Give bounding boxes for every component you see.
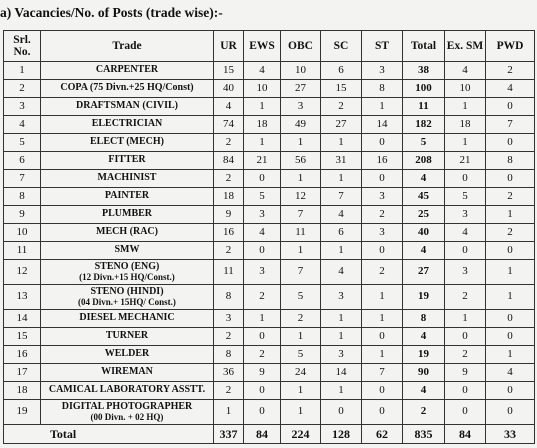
cell-trade [41,260,214,285]
trade-name: WELDER [104,348,150,360]
cell-ews: 21 [244,152,281,170]
total-label: Total [4,425,214,444]
total-obc: 224 [281,425,321,444]
cell-sc: 6 [321,224,362,242]
total-total: 835 [403,425,445,444]
cell-total: 38 [403,62,445,80]
cell-trade [41,242,214,260]
col-header-trade: Trade [41,31,214,62]
cell-total: 45 [403,188,445,206]
cell-pwd: 1 [486,346,535,364]
cell-total: 4 [403,382,445,400]
cell-obc: 5 [281,346,321,364]
total-ur: 337 [214,425,244,444]
cell-trade [41,346,214,364]
cell-ur: 3 [214,310,244,328]
cell-ews: 9 [244,364,281,382]
cell-st: 0 [362,400,403,425]
cell-pwd: 8 [486,152,535,170]
cell-sc: 1 [321,310,362,328]
cell-ews: 0 [244,400,281,425]
table-row [4,170,535,188]
trade-name: SMW [114,244,140,256]
cell-ews: 18 [244,116,281,134]
cell-exsm: 2 [445,346,486,364]
cell-ews: 1 [244,98,281,116]
cell-sc: 1 [321,328,362,346]
cell-exsm: 0 [445,400,486,425]
cell-st: 0 [362,170,403,188]
cell-ur: 2 [214,328,244,346]
cell-srl-no: 1 [4,62,41,80]
cell-ews: 2 [244,285,281,310]
cell-obc: 1 [281,382,321,400]
cell-pwd: 0 [486,382,535,400]
cell-obc: 1 [281,134,321,152]
cell-total: 100 [403,80,445,98]
cell-st: 3 [362,62,403,80]
cell-srl-no: 6 [4,152,41,170]
cell-ews: 4 [244,62,281,80]
cell-ur: 2 [214,134,244,152]
cell-ews: 5 [244,188,281,206]
cell-trade [41,134,214,152]
trade-subnote: (04 Divn.+ 15HQ/ Const.) [78,296,176,307]
total-sc: 128 [321,425,362,444]
cell-srl-no: 13 [4,285,41,310]
cell-sc: 1 [321,382,362,400]
trade-name: COPA (75 Divn.+25 HQ/Const) [60,82,194,94]
cell-ews: 0 [244,170,281,188]
cell-exsm: 4 [445,62,486,80]
cell-total: 25 [403,206,445,224]
trade-name: ELECT (MECH) [90,136,164,148]
cell-srl-no: 18 [4,382,41,400]
col-header-ews: EWS [244,31,281,62]
cell-trade [41,80,214,98]
trade-name: DIESEL MECHANIC [79,312,175,324]
cell-st: 16 [362,152,403,170]
cell-ews: 0 [244,242,281,260]
cell-ur: 84 [214,152,244,170]
trade-name: MECH (RAC) [96,226,158,238]
cell-ur: 11 [214,260,244,285]
cell-pwd: 0 [486,134,535,152]
cell-trade [41,62,214,80]
cell-exsm: 0 [445,382,486,400]
cell-ews: 2 [244,346,281,364]
cell-st: 14 [362,116,403,134]
cell-total: 182 [403,116,445,134]
cell-total: 4 [403,328,445,346]
table-row [4,152,535,170]
total-pwd: 33 [486,425,535,444]
cell-obc: 24 [281,364,321,382]
cell-srl-no: 12 [4,260,41,285]
cell-obc: 1 [281,400,321,425]
cell-st: 0 [362,242,403,260]
cell-ur: 1 [214,400,244,425]
col-header-sc: SC [321,31,362,62]
cell-srl-no: 17 [4,364,41,382]
cell-trade [41,98,214,116]
cell-st: 1 [362,285,403,310]
cell-pwd: 7 [486,116,535,134]
cell-obc: 2 [281,310,321,328]
trade-subnote: (00 Divn. + 02 HQ) [90,411,164,422]
cell-obc: 56 [281,152,321,170]
cell-ur: 16 [214,224,244,242]
total-row [4,425,535,444]
cell-pwd: 4 [486,80,535,98]
cell-sc: 14 [321,364,362,382]
cell-ur: 8 [214,346,244,364]
cell-srl-no: 8 [4,188,41,206]
trade-subnote: (12 Divn.+15 HQ/Const.) [79,271,175,282]
cell-sc: 7 [321,188,362,206]
cell-exsm: 3 [445,206,486,224]
cell-trade [41,116,214,134]
cell-sc: 3 [321,346,362,364]
cell-sc: 31 [321,152,362,170]
table-row [4,80,535,98]
table-row [4,364,535,382]
trade-name: DIGITAL PHOTOGRAPHER [61,401,193,413]
trade-name: TURNER [105,330,149,342]
cell-trade [41,400,214,425]
trade-name: MACHINIST [97,172,157,184]
cell-trade [41,364,214,382]
table-row [4,242,535,260]
cell-total: 90 [403,364,445,382]
cell-total: 11 [403,98,445,116]
trade-name: FITTER [108,154,146,166]
cell-exsm: 2 [445,285,486,310]
total-ews: 84 [244,425,281,444]
cell-exsm: 9 [445,364,486,382]
trade-name: PAINTER [104,190,150,202]
cell-obc: 1 [281,328,321,346]
cell-ur: 15 [214,62,244,80]
col-header-st: ST [362,31,403,62]
cell-total: 27 [403,260,445,285]
table-row [4,346,535,364]
cell-exsm: 5 [445,188,486,206]
trade-name: PLUMBER [102,208,152,220]
cell-exsm: 0 [445,242,486,260]
cell-ews: 0 [244,382,281,400]
cell-ur: 9 [214,206,244,224]
cell-ur: 74 [214,116,244,134]
cell-total: 2 [403,400,445,425]
col-header-total: Total [403,31,445,62]
cell-sc: 1 [321,134,362,152]
cell-total: 5 [403,134,445,152]
trade-name: STENO (ENG) [94,261,160,273]
cell-st: 0 [362,134,403,152]
cell-ur: 2 [214,382,244,400]
cell-pwd: 2 [486,224,535,242]
cell-trade [41,382,214,400]
col-header-ur: UR [214,31,244,62]
table-row [4,224,535,242]
cell-srl-no: 7 [4,170,41,188]
cell-exsm: 10 [445,80,486,98]
cell-st: 2 [362,206,403,224]
cell-st: 3 [362,224,403,242]
cell-total: 4 [403,242,445,260]
cell-exsm: 1 [445,98,486,116]
cell-trade [41,310,214,328]
cell-exsm: 1 [445,134,486,152]
cell-exsm: 0 [445,170,486,188]
cell-trade [41,285,214,310]
cell-ur: 2 [214,242,244,260]
cell-total: 40 [403,224,445,242]
cell-exsm: 18 [445,116,486,134]
total-st: 62 [362,425,403,444]
col-header-pwd: PWD [486,31,535,62]
cell-st: 7 [362,364,403,382]
cell-trade [41,328,214,346]
cell-obc: 3 [281,98,321,116]
cell-srl-no: 14 [4,310,41,328]
cell-exsm: 0 [445,328,486,346]
cell-pwd: 0 [486,98,535,116]
col-header-obc: OBC [281,31,321,62]
cell-ur: 18 [214,188,244,206]
cell-sc: 4 [321,260,362,285]
table-row [4,310,535,328]
cell-trade [41,224,214,242]
cell-ews: 0 [244,328,281,346]
cell-exsm: 1 [445,310,486,328]
cell-exsm: 21 [445,152,486,170]
cell-st: 1 [362,346,403,364]
trade-name: CARPENTER [95,64,159,76]
trade-name: STENO (HINDI) [90,286,164,298]
cell-obc: 10 [281,62,321,80]
cell-trade [41,170,214,188]
cell-ur: 40 [214,80,244,98]
cell-pwd: 0 [486,310,535,328]
cell-ews: 3 [244,206,281,224]
trade-name: DRAFTSMAN (CIVIL) [76,100,178,112]
cell-ews: 3 [244,260,281,285]
cell-total: 4 [403,170,445,188]
cell-sc: 1 [321,242,362,260]
cell-st: 8 [362,80,403,98]
cell-ur: 8 [214,285,244,310]
cell-pwd: 1 [486,206,535,224]
cell-ews: 1 [244,134,281,152]
cell-obc: 1 [281,170,321,188]
cell-sc: 1 [321,170,362,188]
cell-st: 0 [362,328,403,346]
cell-sc: 27 [321,116,362,134]
cell-srl-no: 9 [4,206,41,224]
cell-ur: 4 [214,98,244,116]
cell-srl-no: 16 [4,346,41,364]
trade-name: ELECTRICIAN [91,118,163,130]
total-exsm: 84 [445,425,486,444]
table-row [4,382,535,400]
cell-total: 19 [403,285,445,310]
vacancy-table [3,30,535,444]
cell-srl-no: 3 [4,98,41,116]
cell-pwd: 1 [486,285,535,310]
cell-pwd: 2 [486,188,535,206]
cell-pwd: 0 [486,170,535,188]
cell-sc: 4 [321,206,362,224]
cell-sc: 15 [321,80,362,98]
cell-obc: 1 [281,242,321,260]
cell-obc: 12 [281,188,321,206]
cell-st: 3 [362,188,403,206]
cell-st: 1 [362,98,403,116]
cell-trade [41,152,214,170]
cell-srl-no: 2 [4,80,41,98]
table-row [4,328,535,346]
cell-obc: 11 [281,224,321,242]
cell-sc: 2 [321,98,362,116]
cell-srl-no: 5 [4,134,41,152]
cell-ews: 4 [244,224,281,242]
cell-ur: 36 [214,364,244,382]
cell-st: 2 [362,260,403,285]
cell-ews: 1 [244,310,281,328]
cell-obc: 27 [281,80,321,98]
cell-ur: 2 [214,170,244,188]
cell-sc: 0 [321,400,362,425]
table-row [4,188,535,206]
cell-pwd: 0 [486,400,535,425]
cell-st: 1 [362,310,403,328]
table-row [4,116,535,134]
header-row [4,31,535,62]
cell-srl-no: 11 [4,242,41,260]
table-row [4,260,535,285]
cell-pwd: 0 [486,242,535,260]
cell-trade [41,188,214,206]
cell-pwd: 4 [486,364,535,382]
table-row [4,400,535,425]
cell-obc: 7 [281,206,321,224]
trade-name: CAMICAL LABORATORY ASSTT. [48,384,206,396]
col-header-srl: Srl. No. [4,31,41,62]
cell-srl-no: 10 [4,224,41,242]
cell-total: 8 [403,310,445,328]
table-row [4,134,535,152]
cell-total: 208 [403,152,445,170]
col-header-exsm: Ex. SM [445,31,486,62]
cell-st: 0 [362,382,403,400]
cell-obc: 49 [281,116,321,134]
cell-obc: 7 [281,260,321,285]
table-row [4,206,535,224]
table-row [4,98,535,116]
cell-sc: 3 [321,285,362,310]
cell-ews: 10 [244,80,281,98]
cell-exsm: 3 [445,260,486,285]
cell-srl-no: 4 [4,116,41,134]
cell-pwd: 0 [486,328,535,346]
trade-name: WIREMAN [101,366,153,378]
table-row [4,285,535,310]
cell-srl-no: 19 [4,400,41,425]
cell-pwd: 1 [486,260,535,285]
cell-obc: 5 [281,285,321,310]
cell-exsm: 4 [445,224,486,242]
section-heading: a) Vacancies/No. of Posts (trade wise):- [0,5,223,20]
cell-sc: 6 [321,62,362,80]
cell-srl-no: 15 [4,328,41,346]
cell-pwd: 2 [486,62,535,80]
cell-total: 19 [403,346,445,364]
cell-trade [41,206,214,224]
table-row [4,62,535,80]
